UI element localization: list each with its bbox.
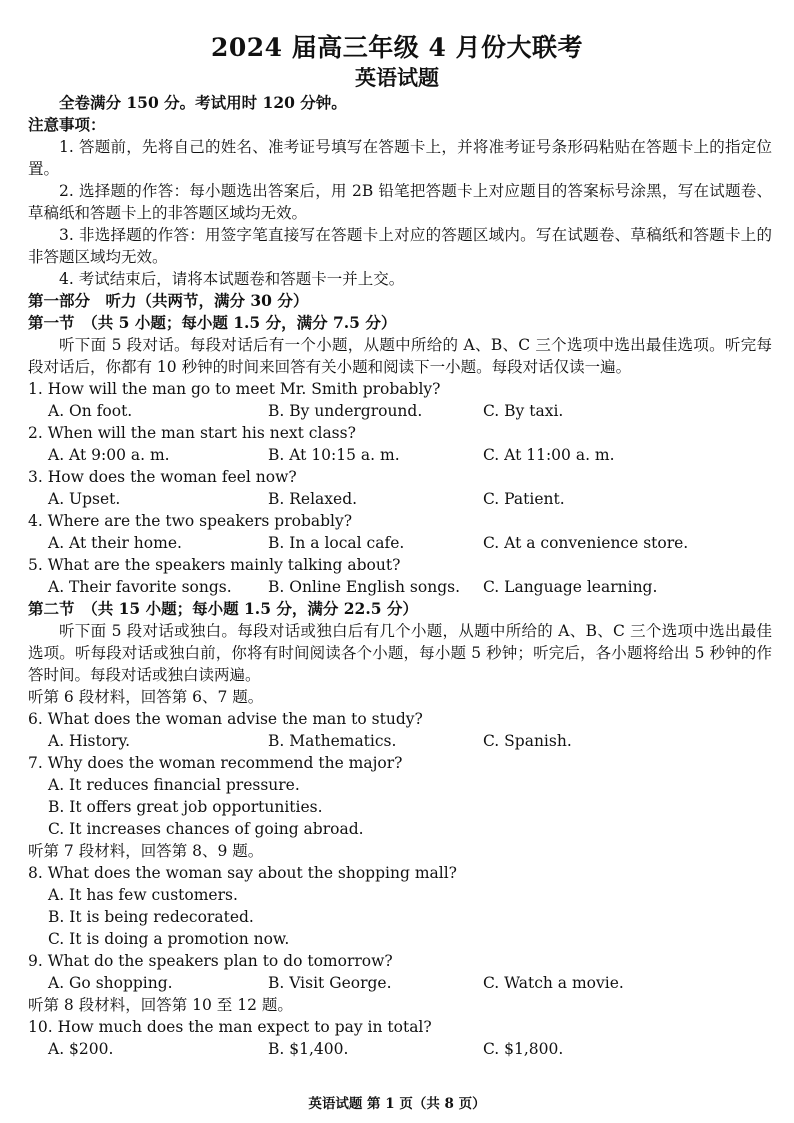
material-6: 听第 6 段材料，回答第 6、7 题。 xyxy=(28,688,264,706)
option-a: A. Go shopping. xyxy=(48,974,173,992)
option-a: A. History. xyxy=(48,732,131,750)
option-a: A. At 9:00 a. m. xyxy=(48,446,170,464)
option-c: C. Spanish. xyxy=(483,732,572,750)
options-6 xyxy=(28,730,772,752)
option-b: B. In a local cafe. xyxy=(268,534,405,552)
options-10 xyxy=(28,1038,772,1060)
question-7: 7. Why does the woman recommend the major? xyxy=(28,754,403,772)
score-time: 全卷满分 150 分。考试用时 120 分钟。 xyxy=(59,93,347,112)
question-10: 10. How much does the man expect to pay in total? xyxy=(28,1018,432,1036)
option-a: A. $200. xyxy=(48,1040,114,1058)
question-2: 2. When will the man start his next class? xyxy=(28,424,356,442)
options-2 xyxy=(28,444,772,466)
option-c: C. Watch a movie. xyxy=(483,974,624,992)
exam-content xyxy=(28,92,772,1060)
material-7: 听第 7 段材料，回答第 8、9 题。 xyxy=(28,842,264,860)
option-a: A. Upset. xyxy=(48,490,121,508)
note-4: 4. 考试结束后，请将本试题卷和答题卡一并上交。 xyxy=(59,270,405,288)
note-1: 1. 答题前，先将自己的姓名、准考证号填写在答题卡上，并将准考证号条形码粘贴在答题卡上的指定位置。 xyxy=(28,138,772,178)
notice-title: 注意事项： xyxy=(28,115,106,134)
option-a: A. At their home. xyxy=(48,534,182,552)
question-8: 8. What does the woman say about the shopping mall? xyxy=(28,864,457,882)
option-c: C. By taxi. xyxy=(483,402,564,420)
option-b: B. $1,400. xyxy=(268,1040,349,1058)
section2-instructions: 听下面 5 段对话或独白。每段对话或独白后有几个小题，从题中所给的 A、B、C 三个选项中选出最佳选项。听每段对话或独白前，你将有时间阅读各个小题，每小题 5 秒钟；听完后，各小题将给出 5 秒钟的作答时间。每段对话或独白读两遍。 xyxy=(28,622,772,684)
option-a: A. It reduces financial pressure. xyxy=(48,776,300,794)
option-b: B. Online English songs. xyxy=(268,578,461,596)
option-b: B. Visit George. xyxy=(268,974,392,992)
options-5 xyxy=(28,576,772,598)
option-a: A. Their favorite songs. xyxy=(48,578,232,596)
options-3 xyxy=(28,488,772,510)
option-c: C. Language learning. xyxy=(483,578,658,596)
options-9 xyxy=(28,972,772,994)
options-1 xyxy=(28,400,772,422)
option-c: C. At a convenience store. xyxy=(483,534,689,552)
option-c: C. At 11:00 a. m. xyxy=(483,446,615,464)
page-footer: 英语试题 第 1 页（共 8 页） xyxy=(308,1096,486,1112)
question-3: 3. How does the woman feel now? xyxy=(28,468,297,486)
option-b: B. It is being redecorated. xyxy=(48,908,254,926)
question-6: 6. What does the woman advise the man to study? xyxy=(28,710,423,728)
option-b: B. Relaxed. xyxy=(268,490,358,508)
options-4 xyxy=(28,532,772,554)
option-a: A. On foot. xyxy=(48,402,133,420)
option-c: C. It is doing a promotion now. xyxy=(48,930,290,948)
section1-instructions: 听下面 5 段对话。每段对话后有一个小题，从题中所给的 A、B、C 三个选项中选出最佳选项。听完每段对话后，你都有 10 秒钟的时间来回答有关小题和阅读下一小题。每段对话仅读一遍。 xyxy=(28,336,772,376)
note-2: 2. 选择题的作答：每小题选出答案后，用 2B 铅笔把答题卡上对应题目的答案标号涂黑，写在试题卷、草稿纸和答题卡上的非答题区域均无效。 xyxy=(28,182,772,222)
page-subtitle: 英语试题 xyxy=(355,65,439,90)
note-3: 3. 非选择题的作答：用签字笔直接写在答题卡上对应的答题区域内。写在试题卷、草稿纸和答题卡上的非答题区域均无效。 xyxy=(28,226,772,266)
option-b: B. By underground. xyxy=(268,402,423,420)
option-a: A. It has few customers. xyxy=(48,886,238,904)
page-title: 2024 届高三年级 4 月份大联考 xyxy=(210,33,584,62)
option-b: B. At 10:15 a. m. xyxy=(268,446,400,464)
option-c: C. It increases chances of going abroad. xyxy=(48,820,364,838)
question-5: 5. What are the speakers mainly talking about? xyxy=(28,556,401,574)
option-b: B. It offers great job opportunities. xyxy=(48,798,323,816)
option-c: C. Patient. xyxy=(483,490,565,508)
option-b: B. Mathematics. xyxy=(268,732,397,750)
part1-heading: 第一部分 听力（共两节，满分 30 分） xyxy=(28,291,309,310)
material-8: 听第 8 段材料，回答第 10 至 12 题。 xyxy=(28,996,293,1014)
option-c: C. $1,800. xyxy=(483,1040,564,1058)
question-9: 9. What do the speakers plan to do tomorrow? xyxy=(28,952,393,970)
section1-heading: 第一节 （共 5 小题；每小题 1.5 分，满分 7.5 分） xyxy=(28,313,397,332)
question-1: 1. How will the man go to meet Mr. Smith probably? xyxy=(28,380,441,398)
question-4: 4. Where are the two speakers probably? xyxy=(28,512,353,530)
section2-heading: 第二节 （共 15 小题；每小题 1.5 分，满分 22.5 分） xyxy=(28,599,418,618)
